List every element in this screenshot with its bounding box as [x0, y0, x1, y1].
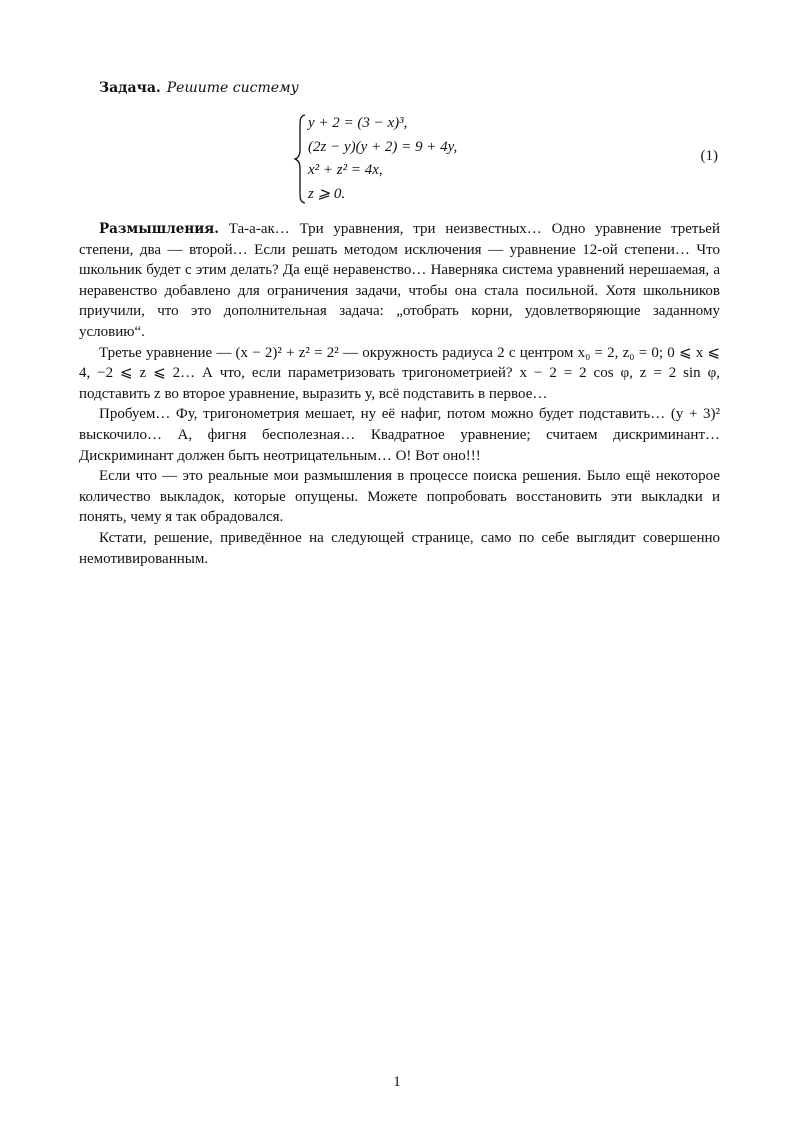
paragraph-5: Кстати, решение, приведённое на следующей странице, само по себе выглядит совершенно немотивированным. — [79, 529, 720, 567]
equation-2: (2z − y)(y + 2) = 9 + 4y, — [308, 138, 458, 155]
paragraph-4: Если что — это реальные мои размышления в процессе поиска решения. Было ещё некоторое количество выкладок, которые опущены. Можете попробовать восстановить эти выкладки и понять, чему я так обрадовался. — [79, 468, 720, 526]
paragraph-1-text: Та-а-ак… Три уравнения, три неизвестных… Одно уравнение третьей степени, два — второй… Если решать методом исключения — уравнение 12-ой степени… Что школьник будет с этим делать? Да ещё неравенство… Наверняка система уравнений нерешаемая, а неравенство добавлено для ограничения задачи, чтобы она стала посильной. Хотя школьников приучили, что это дополнительная задача: „отобрать корни, удовлетворяющие заданному условию“. — [79, 221, 720, 340]
left-brace-icon — [294, 114, 306, 204]
paragraph-2: Третье уравнение — (x − 2)² + z² = 2² — окружность радиуса 2 с центром x₀ = 2, z₀ = 0; 0 ⩽ x ⩽ 4, −2 ⩽ z ⩽ 2… А что, если параметризовать тригонометрией? x − 2 = 2 cos φ, z = 2 sin φ, подставить z во второе уравнение, выразить y, всё подставить в первое… — [79, 344, 720, 402]
equation-1: y + 2 = (3 − x)³, — [308, 115, 408, 131]
task-label: Задача. — [99, 80, 161, 96]
paragraph-1 — [79, 219, 720, 343]
equation-number: (1) — [700, 148, 718, 164]
task-instruction: Решите систему — [166, 80, 299, 96]
reflections-label: Размышления. — [99, 221, 219, 237]
equations — [308, 112, 457, 206]
task-statement — [99, 79, 299, 97]
equation-4: z ⩾ 0. — [308, 185, 346, 202]
body-text — [79, 219, 720, 569]
equation-3: x² + z² = 4x, — [308, 162, 383, 178]
page-number: 1 — [393, 1074, 401, 1090]
paragraph-3: Пробуем… Фу, тригонометрия мешает, ну её нафиг, потом можно будет подставить… (y + 3)² выскочило… А, фигня бесполезная… Квадратное уравнение; считаем дискриминант… Дискриминант должен быть неотрицательным… О! Вот оно!!! — [79, 406, 720, 464]
